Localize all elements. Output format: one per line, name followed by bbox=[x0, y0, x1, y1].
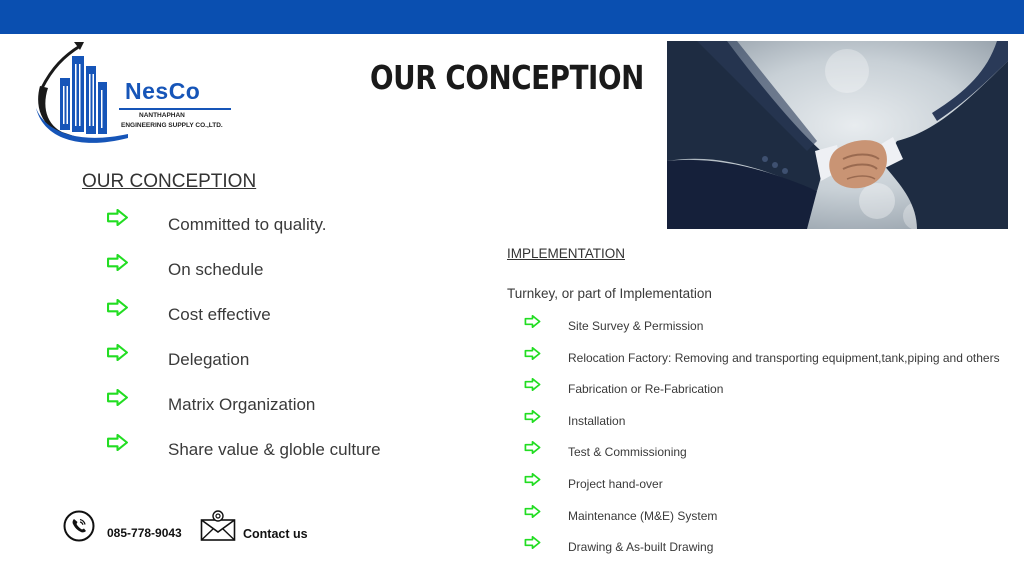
implementation-intro: Turnkey, or part of Implementation bbox=[507, 286, 712, 301]
green-arrow-icon bbox=[524, 536, 541, 549]
building-logo-icon bbox=[32, 38, 132, 148]
green-arrow-icon bbox=[524, 473, 541, 486]
green-arrow-icon bbox=[524, 347, 541, 360]
logo-underline bbox=[119, 108, 231, 110]
green-arrow-icon bbox=[524, 378, 541, 391]
green-arrow-icon bbox=[106, 344, 129, 361]
implementation-item-label: Maintenance (M&E) System bbox=[568, 508, 718, 523]
green-arrow-icon bbox=[524, 410, 541, 423]
green-arrow-icon bbox=[106, 299, 129, 316]
phone-number[interactable]: 085-778-9043 bbox=[107, 526, 182, 540]
conception-item-label: Delegation bbox=[168, 350, 250, 369]
top-banner-bar bbox=[0, 0, 1024, 34]
green-arrow-icon bbox=[524, 441, 541, 454]
implementation-heading: IMPLEMENTATION bbox=[507, 246, 626, 261]
conception-item-label: Matrix Organization bbox=[168, 395, 316, 414]
implementation-item-label: Test & Commissioning bbox=[568, 445, 687, 460]
logo-subtitle-line1: NANTHAPHAN bbox=[139, 112, 185, 119]
mail-icon bbox=[200, 510, 236, 542]
logo-name: NesCo bbox=[125, 78, 201, 104]
handshake-photo bbox=[667, 41, 1008, 229]
implementation-item-label: Project hand-over bbox=[568, 476, 663, 491]
phone-icon bbox=[63, 510, 95, 542]
implementation-item-label: Installation bbox=[568, 413, 626, 428]
green-arrow-icon bbox=[106, 209, 129, 226]
conception-item-label: Cost effective bbox=[168, 305, 271, 324]
company-logo bbox=[32, 38, 242, 148]
contact-us-link[interactable]: Contact us bbox=[243, 527, 308, 541]
conception-item-label: Committed to quality. bbox=[168, 215, 327, 234]
implementation-item-label: Relocation Factory: Removing and transporting equipment,tank,piping and others bbox=[568, 350, 1000, 365]
conception-heading: OUR CONCEPTION bbox=[82, 171, 257, 192]
implementation-item-label: Drawing & As-built Drawing bbox=[568, 540, 714, 555]
conception-item-label: Share value & globle culture bbox=[168, 440, 381, 459]
conception-item-label: On schedule bbox=[168, 260, 264, 279]
green-arrow-icon bbox=[106, 254, 129, 271]
green-arrow-icon bbox=[524, 315, 541, 328]
page-title: OUR CONCEPTION bbox=[370, 58, 644, 97]
implementation-item-label: Site Survey & Permission bbox=[568, 319, 704, 333]
green-arrow-icon bbox=[106, 389, 129, 406]
green-arrow-icon bbox=[524, 505, 541, 518]
green-arrow-icon bbox=[106, 434, 129, 451]
logo-subtitle-line2: ENGINEERING SUPPLY CO.,LTD. bbox=[121, 122, 223, 129]
implementation-item-label: Fabrication or Re-Fabrication bbox=[568, 382, 724, 397]
